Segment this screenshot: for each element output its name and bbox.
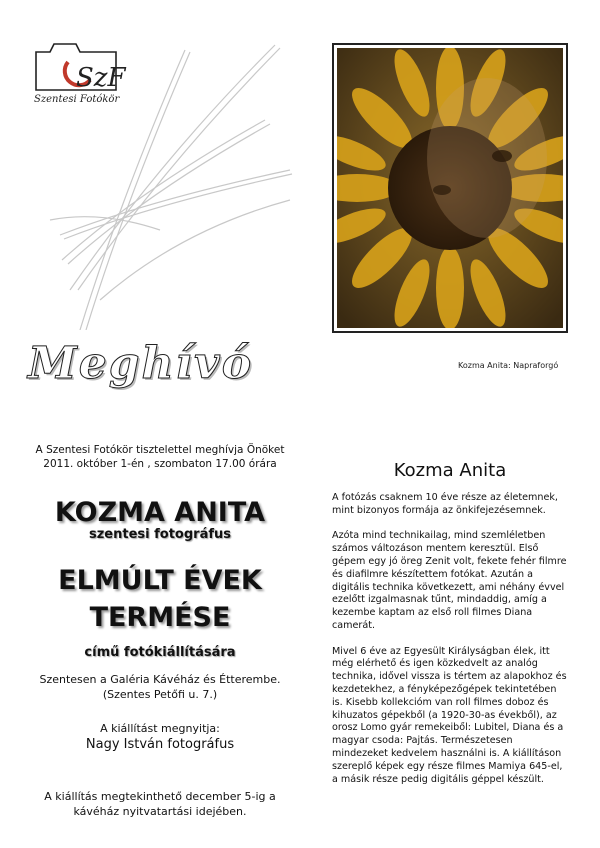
artist-name: KOZMA ANITA	[54, 497, 266, 528]
bio-text	[332, 492, 570, 799]
invite-text	[15, 443, 305, 471]
exhibition-subtitle: című fotókiállítására	[84, 645, 236, 660]
logo-text: Szentesi Fotókör	[34, 94, 120, 105]
viewing-hours	[15, 789, 305, 819]
opening-label: A kiállítást megnyitja:	[100, 722, 220, 735]
venue-text	[15, 672, 305, 702]
exhibition-title-line-1: ELMÚLT ÉVEK	[58, 565, 262, 596]
artist-role: szentesi fotográfus	[89, 527, 231, 542]
venue-line-1: Szentesen a Galéria Kávéház és Étterembe.	[39, 673, 281, 686]
photo-caption: Kozma Anita: Napraforgó	[458, 361, 559, 370]
sunflower-photo	[332, 43, 568, 333]
bio-paragraph: A fotózás csaknem 10 éve része az életemnek, mint bizonyos formája az önkifejezésemnek.	[332, 492, 558, 516]
hours-line-1: A kiállítás megtekinthető december 5-ig a	[44, 790, 276, 803]
opener-name: Nagy István fotográfus	[85, 737, 235, 752]
hours-line-2: kávéház nyitvatartási idejében.	[73, 805, 247, 818]
grass-decoration	[40, 40, 300, 330]
invite-line-2: 2011. október 1-én , szombaton 17.00 órára	[43, 458, 277, 470]
bio-paragraph: Azóta mind technikailag, mind szemléletben számos változáson mentem keresztül. Első gépem egy jó öreg Zenit volt, fekete fehér filmre és diafilmre készítettem fotókat. Azután a digitális technika következett, ami néhány évvel ezelőtt izgalmasnak tűnt, mindaddig, amíg a kezembe kaptam az első roll filmes Diana camerát.	[332, 530, 567, 631]
bio-title: Kozma Anita	[393, 460, 507, 481]
bio-paragraph: Mivel 6 éve az Egyesült Királyságban élek, itt még elérhető és igen közkedvelt az analóg technika, idővel vissza is tértem az alapokhoz és kezdetekhez, a fényképezőgépek tekintetében is. Kisebb kollekcióm van roll filmes doboz és kihuzatos gépekből (a 1920-30-as évekből), az orosz Lomo gyár remekeiből: Lubitel, Diana és a magyar csoda: Pajtás. Természetesen mindezeket kedvelem használni is. A kiállításon szereplő képek egy része filmes Mamiya 645-el, a másik része pedig digitális géppel készült.	[332, 645, 567, 785]
invite-line-1: A Szentesi Fotókör tisztelettel meghívja Önöket	[35, 444, 285, 456]
venue-line-2: (Szentes Petőfi u. 7.)	[102, 688, 218, 701]
exhibition-title-line-2: TERMÉSE	[89, 602, 231, 633]
svg-text:SzF: SzF	[76, 63, 126, 93]
sunflower-portrait-image	[337, 48, 563, 328]
invitation-title: Meghívó	[28, 338, 254, 389]
